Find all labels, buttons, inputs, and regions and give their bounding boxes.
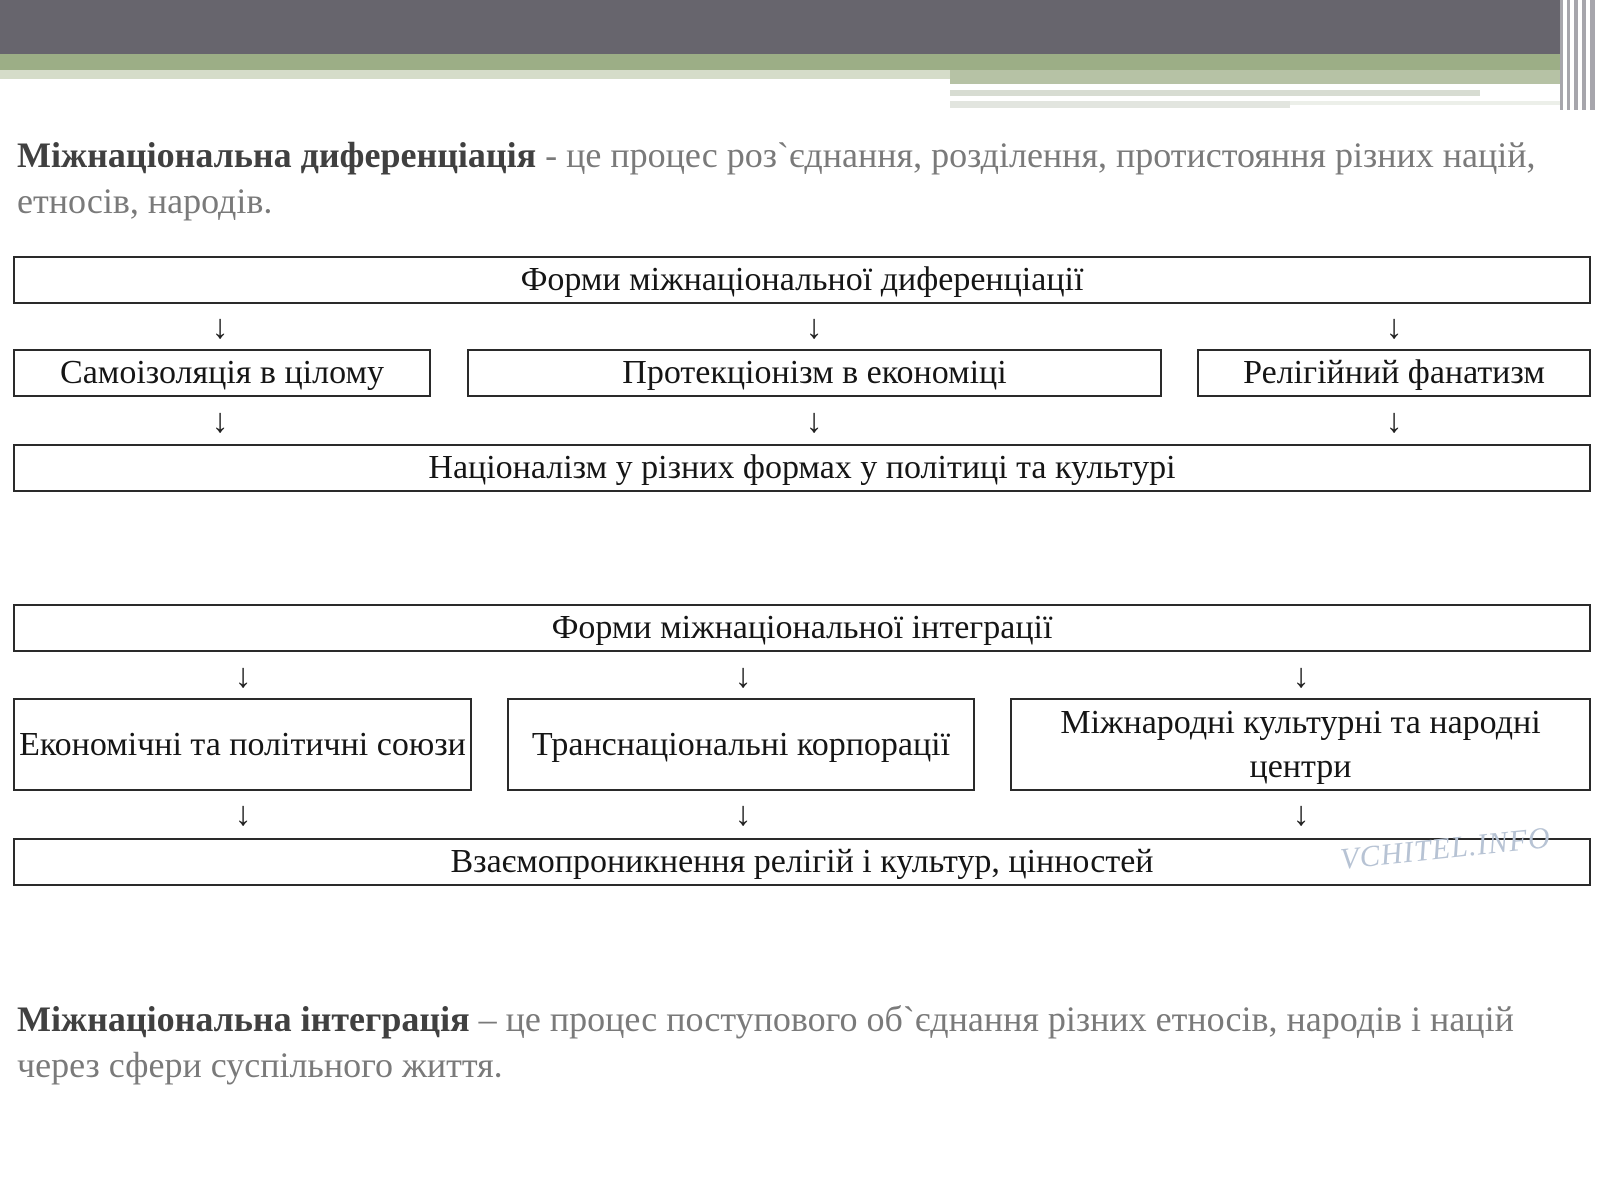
header-stripes	[1558, 0, 1600, 110]
differentiation-form-box	[467, 349, 1162, 397]
integration-forms-title-box	[13, 604, 1591, 652]
differentiation-definition-text: - це процес роз`єднання, розділення, протистояння різних націй, етносів, народів.	[17, 135, 1536, 221]
arrow-down-icon: ↓	[805, 403, 823, 440]
arrow-down-icon: ↓	[1292, 658, 1310, 695]
arrow-down-icon: ↓	[234, 796, 252, 833]
arrow-down-icon: ↓	[734, 658, 752, 695]
header-line	[950, 101, 1290, 108]
integration-definition	[17, 996, 1577, 1088]
differentiation-forms-title-box	[13, 256, 1591, 304]
integration-form-label: Транснаціональні корпорації	[531, 725, 951, 763]
differentiation-term: Міжнаціональна диференціація	[17, 135, 537, 175]
differentiation-result-box	[13, 444, 1591, 492]
header-bar	[0, 0, 1560, 54]
arrow-down-icon: ↓	[1292, 796, 1310, 833]
header-accent-bar	[0, 54, 1560, 70]
differentiation-form-label: Протекціонізм в економіці	[622, 354, 1007, 391]
arrow-down-icon: ↓	[805, 309, 823, 346]
integration-form-box	[1010, 698, 1591, 791]
header-line	[950, 90, 1480, 96]
differentiation-form-label: Самоізоляція в цілому	[60, 354, 384, 391]
arrow-down-icon: ↓	[1385, 403, 1403, 440]
integration-form-box	[507, 698, 975, 791]
integration-definition-text: – це процес поступового об`єднання різних етносів, народів і націй через сфери суспільного життя.	[17, 999, 1514, 1085]
integration-form-label: Економічні та політичні союзи	[19, 725, 466, 763]
integration-term: Міжнаціональна інтеграція	[17, 999, 470, 1039]
arrow-down-icon: ↓	[234, 658, 252, 695]
differentiation-forms-title: Форми міжнаціональної диференціації	[520, 261, 1084, 298]
integration-result: Взаємопроникнення релігій і культур, цінностей	[450, 843, 1154, 880]
arrow-down-icon: ↓	[734, 796, 752, 833]
differentiation-form-label: Релігійний фанатизм	[1243, 354, 1545, 391]
differentiation-result: Націоналізм у різних формах у політиці та культурі	[428, 449, 1176, 486]
arrow-down-icon: ↓	[211, 309, 229, 346]
watermark: VCHITEL.INFO	[1338, 821, 1553, 876]
differentiation-definition	[17, 132, 1577, 224]
header-pale-bar	[0, 70, 950, 79]
integration-form-label: Міжнародні культурні та народні центри	[1060, 703, 1541, 785]
differentiation-form-box	[1197, 349, 1591, 397]
header-line	[1290, 101, 1560, 105]
integration-form-box	[13, 698, 472, 791]
header-accent-bar-right	[950, 70, 1560, 84]
integration-forms-title: Форми міжнаціональної інтеграції	[551, 609, 1053, 646]
arrow-down-icon: ↓	[1385, 309, 1403, 346]
differentiation-form-box	[13, 349, 431, 397]
arrow-down-icon: ↓	[211, 403, 229, 440]
